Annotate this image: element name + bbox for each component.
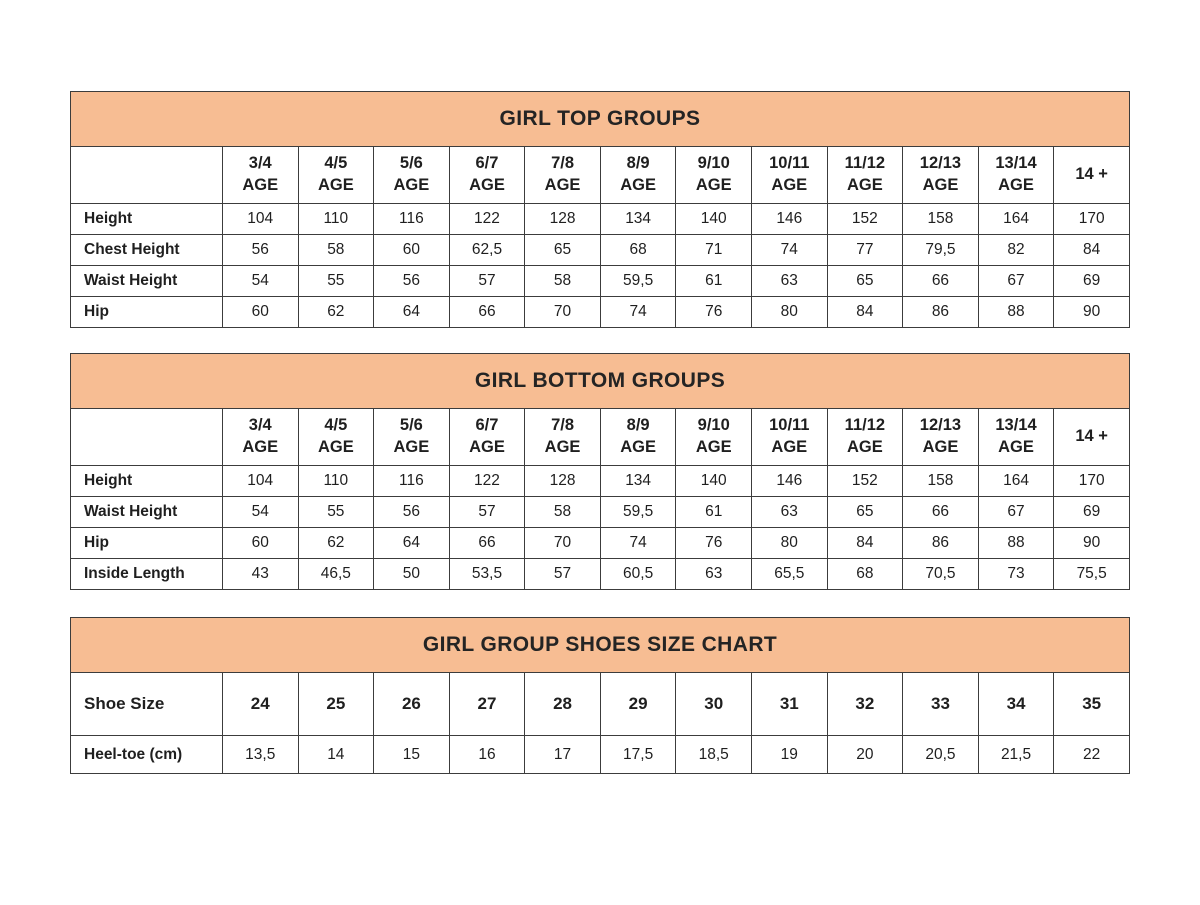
column-header-line: 13/14 [995,416,1037,435]
column-header-line: AGE [317,438,354,456]
value-cell: 128 [525,466,601,497]
column-header-line: AGE [998,176,1034,194]
column-header-line: AGE [242,176,279,194]
value-cell: 70 [525,297,601,328]
value-cell: 63 [752,266,828,297]
value-cell: 56 [222,235,298,266]
column-header-row [71,147,1130,204]
row-label: Hip [71,297,223,328]
column-header-line: AGE [695,176,732,194]
column-header: 28 [525,673,601,736]
table-row [71,204,1130,235]
column-header [978,147,1054,204]
value-cell: 134 [600,466,676,497]
value-cell: 140 [676,204,752,235]
value-cell: 86 [903,297,979,328]
column-header-line: 6/7 [475,154,499,173]
column-header-line: AGE [317,176,354,194]
column-header [1054,147,1130,204]
column-header [827,147,903,204]
value-cell: 55 [298,266,374,297]
value-cell: 68 [600,235,676,266]
column-header-label: Shoe Size [71,673,223,736]
column-header-line: 8/9 [626,154,650,173]
column-header-line: AGE [393,176,430,194]
value-cell: 116 [374,466,450,497]
value-cell: 56 [374,497,450,528]
column-header-line: AGE [771,176,808,194]
value-cell: 71 [676,235,752,266]
column-header: 32 [827,673,903,736]
value-cell: 110 [298,466,374,497]
column-header-line: 13/14 [995,154,1037,173]
column-header-line: AGE [846,176,883,194]
table-title-row [71,92,1130,147]
column-header [222,409,298,466]
value-cell: 122 [449,204,525,235]
column-header [903,147,979,204]
column-header-line: AGE [469,176,505,194]
column-header [978,409,1054,466]
value-cell: 152 [827,466,903,497]
table-row [71,559,1130,590]
column-header-line: AGE [922,176,959,194]
value-cell: 58 [298,235,374,266]
value-cell: 60,5 [600,559,676,590]
value-cell: 21,5 [978,736,1054,774]
value-cell: 116 [374,204,450,235]
column-header-line: 9/10 [697,154,730,173]
value-cell: 69 [1054,497,1130,528]
value-cell: 75,5 [1054,559,1130,590]
row-label: Chest Height [71,235,223,266]
value-cell: 66 [449,297,525,328]
column-header [752,147,828,204]
value-cell: 15 [374,736,450,774]
value-cell: 146 [752,204,828,235]
column-header [1054,409,1130,466]
table-title: GIRL TOP GROUPS [71,92,1130,147]
column-header-line: 3/4 [248,416,272,435]
value-cell: 164 [978,204,1054,235]
value-cell: 88 [978,528,1054,559]
row-label: Hip [71,528,223,559]
value-cell: 55 [298,497,374,528]
column-header: 30 [676,673,752,736]
column-header-line: 8/9 [626,416,650,435]
column-header-line: 6/7 [475,416,499,435]
value-cell: 79,5 [903,235,979,266]
column-header: 33 [903,673,979,736]
column-header-label [71,147,223,204]
column-header-line: AGE [846,438,883,456]
value-cell: 110 [298,204,374,235]
column-header-line: AGE [469,438,505,456]
value-cell: 170 [1054,466,1130,497]
row-label: Height [71,204,223,235]
value-cell: 19 [752,736,828,774]
value-cell: 16 [449,736,525,774]
value-cell: 57 [449,497,525,528]
value-cell: 56 [374,266,450,297]
value-cell: 65 [827,497,903,528]
column-header-line: 3/4 [248,154,272,173]
value-cell: 60 [222,528,298,559]
value-cell: 88 [978,297,1054,328]
value-cell: 70,5 [903,559,979,590]
column-header: 29 [600,673,676,736]
value-cell: 17 [525,736,601,774]
column-header-line: AGE [771,438,808,456]
column-header: 35 [1054,673,1130,736]
girl-top-groups-table [70,91,1130,328]
value-cell: 70 [525,528,601,559]
column-header-line: 5/6 [399,416,423,435]
value-cell: 76 [676,528,752,559]
table-row [71,266,1130,297]
column-header-line: AGE [544,176,581,194]
value-cell: 104 [222,204,298,235]
column-header [676,409,752,466]
column-header [298,409,374,466]
column-header-line: 7/8 [551,154,575,173]
column-header-line: 14 + [1075,165,1108,184]
value-cell: 152 [827,204,903,235]
column-header: 34 [978,673,1054,736]
value-cell: 74 [600,297,676,328]
girl-bottom-groups-table [70,353,1130,590]
column-header-line: AGE [998,438,1034,456]
column-header-line: AGE [242,438,279,456]
value-cell: 66 [449,528,525,559]
column-header-line: 5/6 [399,154,423,173]
column-header-line: 11/12 [844,154,886,173]
value-cell: 86 [903,528,979,559]
column-header [752,409,828,466]
value-cell: 57 [525,559,601,590]
column-header [903,409,979,466]
value-cell: 134 [600,204,676,235]
column-header-row [71,409,1130,466]
value-cell: 128 [525,204,601,235]
value-cell: 13,5 [222,736,298,774]
column-header [449,409,525,466]
column-header [374,409,450,466]
value-cell: 59,5 [600,497,676,528]
column-header-line: 11/12 [844,416,886,435]
column-header-line: AGE [922,438,959,456]
column-header-line: 4/5 [324,416,348,435]
value-cell: 69 [1054,266,1130,297]
column-header: 26 [374,673,450,736]
value-cell: 22 [1054,736,1130,774]
value-cell: 62 [298,297,374,328]
value-cell: 20,5 [903,736,979,774]
column-header-line: AGE [544,438,581,456]
value-cell: 54 [222,266,298,297]
value-cell: 14 [298,736,374,774]
value-cell: 50 [374,559,450,590]
value-cell: 68 [827,559,903,590]
value-cell: 84 [1054,235,1130,266]
row-label: Waist Height [71,266,223,297]
column-header-line: AGE [620,176,657,194]
column-header [374,147,450,204]
column-header-line: 10/11 [769,416,810,435]
value-cell: 90 [1054,297,1130,328]
column-header-line: 12/13 [919,154,962,173]
column-header: 24 [222,673,298,736]
column-header [525,147,601,204]
value-cell: 67 [978,497,1054,528]
value-cell: 104 [222,466,298,497]
column-header [222,147,298,204]
value-cell: 62 [298,528,374,559]
value-cell: 65 [525,235,601,266]
value-cell: 66 [903,497,979,528]
value-cell: 66 [903,266,979,297]
value-cell: 64 [374,297,450,328]
value-cell: 54 [222,497,298,528]
value-cell: 170 [1054,204,1130,235]
column-header-row [71,673,1130,736]
value-cell: 73 [978,559,1054,590]
girl-group-shoes-size-chart-table [70,617,1130,774]
table-title-row [71,618,1130,673]
value-cell: 63 [752,497,828,528]
table-row [71,528,1130,559]
column-header [676,147,752,204]
column-header [827,409,903,466]
column-header: 25 [298,673,374,736]
row-label: Heel-toe (cm) [71,736,223,774]
table-title: GIRL GROUP SHOES SIZE CHART [71,618,1130,673]
column-header-line: 14 + [1075,427,1108,446]
value-cell: 60 [222,297,298,328]
value-cell: 18,5 [676,736,752,774]
column-header: 31 [752,673,828,736]
column-header: 27 [449,673,525,736]
column-header [298,147,374,204]
column-header-line: 10/11 [769,154,810,173]
table-title: GIRL BOTTOM GROUPS [71,354,1130,409]
value-cell: 20 [827,736,903,774]
column-header [600,409,676,466]
value-cell: 82 [978,235,1054,266]
value-cell: 67 [978,266,1054,297]
value-cell: 84 [827,528,903,559]
table-title-row [71,354,1130,409]
value-cell: 57 [449,266,525,297]
column-header [525,409,601,466]
column-header-line: 4/5 [324,154,348,173]
value-cell: 74 [600,528,676,559]
value-cell: 63 [676,559,752,590]
column-header-line: AGE [393,438,430,456]
value-cell: 74 [752,235,828,266]
value-cell: 90 [1054,528,1130,559]
value-cell: 80 [752,297,828,328]
table-row [71,497,1130,528]
table-row [71,235,1130,266]
value-cell: 62,5 [449,235,525,266]
value-cell: 80 [752,528,828,559]
table-row [71,736,1130,774]
value-cell: 65 [827,266,903,297]
column-header-line: AGE [695,438,732,456]
column-header-label [71,409,223,466]
value-cell: 58 [525,497,601,528]
column-header-line: AGE [620,438,657,456]
table-row [71,466,1130,497]
column-header-line: 7/8 [551,416,575,435]
row-label: Inside Length [71,559,223,590]
column-header-line: 9/10 [697,416,730,435]
value-cell: 140 [676,466,752,497]
value-cell: 64 [374,528,450,559]
table-row [71,297,1130,328]
value-cell: 53,5 [449,559,525,590]
value-cell: 65,5 [752,559,828,590]
value-cell: 158 [903,204,979,235]
value-cell: 58 [525,266,601,297]
value-cell: 164 [978,466,1054,497]
value-cell: 146 [752,466,828,497]
value-cell: 17,5 [600,736,676,774]
value-cell: 122 [449,466,525,497]
value-cell: 61 [676,266,752,297]
value-cell: 76 [676,297,752,328]
row-label: Height [71,466,223,497]
value-cell: 43 [222,559,298,590]
value-cell: 61 [676,497,752,528]
column-header [449,147,525,204]
column-header-line: 12/13 [919,416,962,435]
value-cell: 46,5 [298,559,374,590]
value-cell: 60 [374,235,450,266]
value-cell: 84 [827,297,903,328]
column-header [600,147,676,204]
value-cell: 158 [903,466,979,497]
value-cell: 59,5 [600,266,676,297]
row-label: Waist Height [71,497,223,528]
value-cell: 77 [827,235,903,266]
